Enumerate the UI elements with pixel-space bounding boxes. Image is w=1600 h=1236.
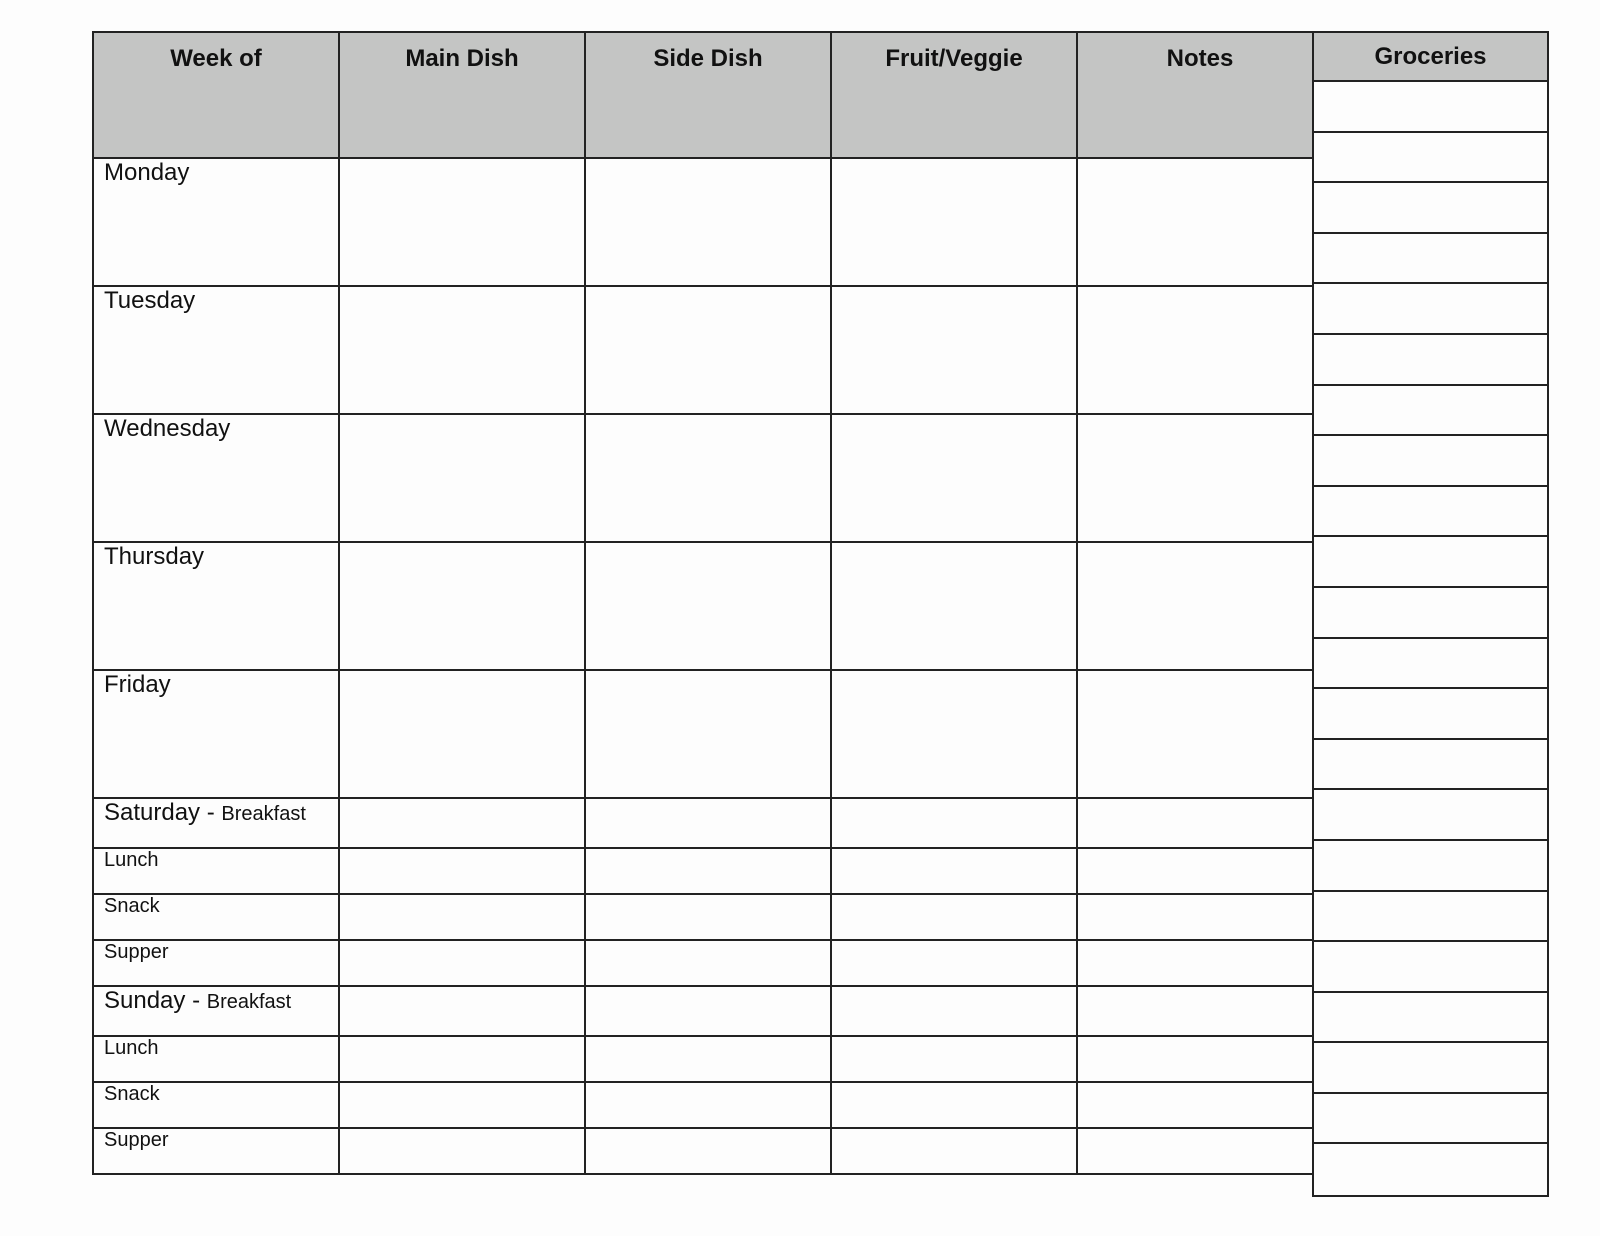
fruit-veggie-cell[interactable] [831, 1036, 1077, 1082]
notes-cell[interactable] [1077, 158, 1323, 286]
header-notes: Notes [1077, 32, 1323, 158]
saturday-snack-row [93, 894, 1323, 940]
fruit-veggie-cell[interactable] [831, 1128, 1077, 1174]
header-week-of: Week of [93, 32, 339, 158]
main-dish-cell[interactable] [339, 1036, 585, 1082]
fruit-veggie-cell[interactable] [831, 798, 1077, 848]
saturday-breakfast-row [93, 798, 1323, 848]
fruit-veggie-cell[interactable] [831, 894, 1077, 940]
side-dish-cell[interactable] [585, 158, 831, 286]
fruit-veggie-cell[interactable] [831, 414, 1077, 542]
grocery-line[interactable] [1314, 942, 1547, 993]
sunday-lunch-row [93, 1036, 1323, 1082]
side-dish-cell[interactable] [585, 1128, 831, 1174]
notes-cell[interactable] [1077, 1082, 1323, 1128]
sunday-snack-row [93, 1082, 1323, 1128]
day-label-monday: Monday [93, 158, 339, 286]
day-row-tuesday [93, 286, 1323, 414]
main-dish-cell[interactable] [339, 1082, 585, 1128]
day-label-thursday: Thursday [93, 542, 339, 670]
sunday-separator: - [185, 987, 207, 1014]
notes-cell[interactable] [1077, 1128, 1323, 1174]
saturday-lunch-row [93, 848, 1323, 894]
day-row-friday [93, 670, 1323, 798]
day-label-tuesday: Tuesday [93, 286, 339, 414]
main-dish-cell[interactable] [339, 848, 585, 894]
notes-cell[interactable] [1077, 286, 1323, 414]
notes-cell[interactable] [1077, 1036, 1323, 1082]
side-dish-cell[interactable] [585, 414, 831, 542]
side-dish-cell[interactable] [585, 848, 831, 894]
main-dish-cell[interactable] [339, 286, 585, 414]
day-row-monday [93, 158, 1323, 286]
notes-cell[interactable] [1077, 986, 1323, 1036]
header-side-dish: Side Dish [585, 32, 831, 158]
grocery-line[interactable] [1314, 790, 1547, 841]
grocery-line[interactable] [1314, 639, 1547, 690]
notes-cell[interactable] [1077, 894, 1323, 940]
saturday-supper-label: Supper [93, 940, 339, 986]
saturday-snack-label: Snack [93, 894, 339, 940]
header-main-dish: Main Dish [339, 32, 585, 158]
grocery-line[interactable] [1314, 487, 1547, 538]
main-dish-cell[interactable] [339, 1128, 585, 1174]
sunday-lunch-label: Lunch [93, 1036, 339, 1082]
saturday-lunch-label: Lunch [93, 848, 339, 894]
side-dish-cell[interactable] [585, 1036, 831, 1082]
notes-cell[interactable] [1077, 848, 1323, 894]
grocery-line[interactable] [1314, 436, 1547, 487]
side-dish-cell[interactable] [585, 542, 831, 670]
day-label-friday: Friday [93, 670, 339, 798]
grocery-line[interactable] [1314, 234, 1547, 285]
side-dish-cell[interactable] [585, 894, 831, 940]
sunday-day-name: Sunday [104, 987, 186, 1014]
grocery-line[interactable] [1314, 740, 1547, 791]
header-row [93, 32, 1323, 158]
grocery-line[interactable] [1314, 183, 1547, 234]
notes-cell[interactable] [1077, 414, 1323, 542]
sunday-supper-label: Supper [93, 1128, 339, 1174]
day-label-wednesday: Wednesday [93, 414, 339, 542]
notes-cell[interactable] [1077, 940, 1323, 986]
sunday-snack-label: Snack [93, 1082, 339, 1128]
grocery-line[interactable] [1314, 335, 1547, 386]
notes-cell[interactable] [1077, 670, 1323, 798]
groceries-title: Groceries [1314, 33, 1547, 82]
saturday-breakfast-meal: Breakfast [221, 803, 306, 825]
saturday-breakfast-label [93, 798, 339, 848]
grocery-line[interactable] [1314, 1043, 1547, 1094]
main-dish-cell[interactable] [339, 986, 585, 1036]
main-dish-cell[interactable] [339, 798, 585, 848]
header-fruit-veggie: Fruit/Veggie [831, 32, 1077, 158]
grocery-line[interactable] [1314, 386, 1547, 437]
main-dish-cell[interactable] [339, 158, 585, 286]
fruit-veggie-cell[interactable] [831, 940, 1077, 986]
sunday-supper-row [93, 1128, 1323, 1174]
notes-cell[interactable] [1077, 542, 1323, 670]
saturday-separator: - [200, 799, 222, 826]
day-row-wednesday [93, 414, 1323, 542]
fruit-veggie-cell[interactable] [831, 1082, 1077, 1128]
main-dish-cell[interactable] [339, 414, 585, 542]
grocery-line[interactable] [1314, 133, 1547, 184]
fruit-veggie-cell[interactable] [831, 286, 1077, 414]
grocery-lines [1314, 82, 1547, 1195]
fruit-veggie-cell[interactable] [831, 848, 1077, 894]
grocery-line[interactable] [1314, 588, 1547, 639]
sunday-breakfast-meal: Breakfast [206, 991, 292, 1013]
groceries-list [1312, 31, 1549, 1197]
grocery-line[interactable] [1314, 892, 1547, 943]
main-dish-cell[interactable] [339, 894, 585, 940]
grocery-line[interactable] [1314, 993, 1547, 1044]
saturday-day-name: Saturday [104, 799, 201, 826]
main-dish-cell[interactable] [339, 670, 585, 798]
grocery-line[interactable] [1314, 537, 1547, 588]
side-dish-cell[interactable] [585, 1082, 831, 1128]
saturday-supper-row [93, 940, 1323, 986]
day-row-thursday [93, 542, 1323, 670]
sunday-breakfast-row [93, 986, 1323, 1036]
main-dish-cell[interactable] [339, 940, 585, 986]
notes-cell[interactable] [1077, 798, 1323, 848]
side-dish-cell[interactable] [585, 798, 831, 848]
fruit-veggie-cell[interactable] [831, 542, 1077, 670]
fruit-veggie-cell[interactable] [831, 158, 1077, 286]
grocery-line[interactable] [1314, 841, 1547, 892]
sunday-breakfast-label [93, 986, 339, 1036]
fruit-veggie-cell[interactable] [831, 670, 1077, 798]
main-dish-cell[interactable] [339, 542, 585, 670]
side-dish-cell[interactable] [585, 670, 831, 798]
grocery-line[interactable] [1314, 689, 1547, 740]
grocery-line[interactable] [1314, 1094, 1547, 1145]
grocery-line[interactable] [1314, 82, 1547, 133]
grocery-line[interactable] [1314, 284, 1547, 335]
side-dish-cell[interactable] [585, 940, 831, 986]
grocery-line[interactable] [1314, 1144, 1547, 1195]
side-dish-cell[interactable] [585, 286, 831, 414]
fruit-veggie-cell[interactable] [831, 986, 1077, 1036]
meal-planner-table [92, 31, 1324, 1175]
side-dish-cell[interactable] [585, 986, 831, 1036]
